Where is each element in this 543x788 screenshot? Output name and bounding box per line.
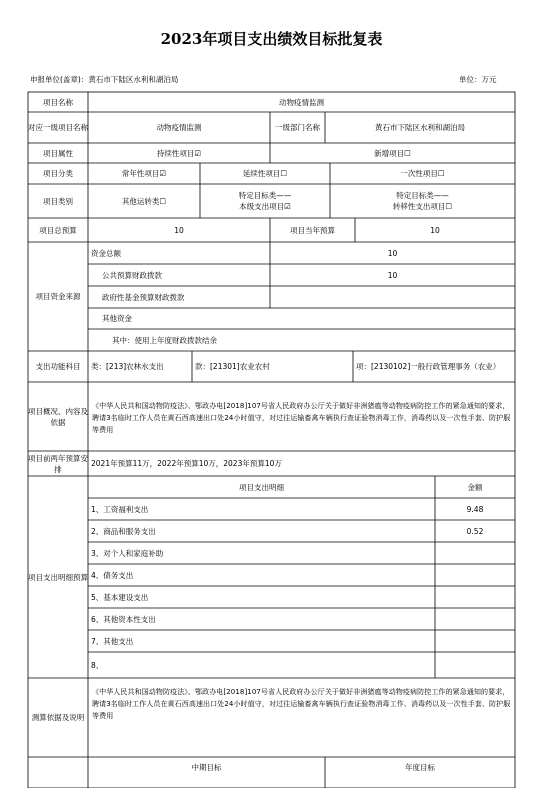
attr-new: 新增项目☐ xyxy=(374,148,411,158)
detail-item-amount xyxy=(435,630,515,652)
page-title: 2023年项目支出绩效目标批复表 xyxy=(160,30,383,48)
fund-note: 其中：使用上年度财政拨款结余 xyxy=(112,335,217,345)
type-label: 项目类别 xyxy=(43,196,73,206)
class-onetime: 一次性项目☐ xyxy=(400,169,445,178)
detail-item-amount xyxy=(435,564,515,586)
project-name-value: 动物疫情监测 xyxy=(279,97,324,107)
project-name-label: 项目名称 xyxy=(43,97,73,107)
detail-item-name: 6、其他资本性支出 xyxy=(91,614,156,624)
basis-label: 测算依据及说明 xyxy=(31,713,85,722)
amount-header: 金额 xyxy=(467,482,483,492)
first-dept-value: 黄石市下陆区水利和湖泊局 xyxy=(375,123,465,132)
fund-source-label: 项目资金来源 xyxy=(35,292,81,301)
fund-total-label: 资金总额 xyxy=(91,248,121,258)
func-section: 款：[21301]农业农村 xyxy=(195,362,270,371)
func-item: 项：[2130102]一般行政管理事务（农业） xyxy=(356,362,501,371)
total-budget-label: 项目总预算 xyxy=(39,225,77,235)
func-class: 类：[213]农林水支出 xyxy=(91,362,164,371)
first-dept-label: 一级部门名称 xyxy=(275,123,320,132)
fund-other-label: 其他资金 xyxy=(102,314,132,323)
fund-public-label: 公共预算财政拨款 xyxy=(102,270,162,280)
annual-label: 年度目标 xyxy=(405,762,435,772)
fund-total-value: 10 xyxy=(387,248,398,258)
basis-text: 《中华人民共和国动物防疫法》、鄂政办电[2018]107号省人民政府办公厅关于做好非洲猪瘟等动物疫病防控工作的紧急通知的要求，聘请3名临时工作人员在黄石西高速出口处24小时值守，对过往运输畜禽车辆执行查证验物消毒工作、消毒药以及一次性手套、防护服等费用 xyxy=(92,688,511,720)
attr-continuing: 持续性项目☑ xyxy=(156,148,202,158)
detail-item-amount: 0.52 xyxy=(466,526,484,536)
unit-label: 单位：万元 xyxy=(459,75,497,84)
class-extended: 延续性项目☐ xyxy=(242,169,288,178)
dept-value: 动物疫情监测 xyxy=(156,123,202,132)
detail-item-name: 1、工资福利支出 xyxy=(91,504,149,514)
detail-item-name: 2、商品和服务支出 xyxy=(91,526,156,536)
type-transfer-line2: 转移性支出项目☐ xyxy=(392,202,453,211)
detail-item-name: 5、基本建设支出 xyxy=(91,592,149,602)
detail-header: 项目支出明细 xyxy=(239,482,284,492)
detail-item-amount xyxy=(435,652,515,678)
type-transfer xyxy=(330,184,515,218)
prev-budget-label: 项目前两年预算安排 xyxy=(28,453,88,474)
fund-public-value: 10 xyxy=(387,270,398,280)
func-label: 支出功能科目 xyxy=(35,362,81,371)
current-budget-value: 10 xyxy=(430,225,440,235)
type-special-line2: 本级支出项目☑ xyxy=(239,202,291,211)
prev-budget-value: 2021年预算11万，2022年预算10万，2023年预算10万 xyxy=(91,459,282,468)
overview-label: 项目概况、内容及依据 xyxy=(28,406,88,427)
type-special xyxy=(200,184,330,218)
detail-item-amount xyxy=(435,586,515,608)
detail-item-amount: 9.48 xyxy=(466,504,484,514)
fund-gov-label: 政府性基金预算财政拨款 xyxy=(102,292,185,302)
detail-item-name: 3、对个人和家庭补助 xyxy=(91,548,164,558)
attr-label: 项目属性 xyxy=(43,148,73,158)
dept-label: 对应一级项目名称 xyxy=(28,123,88,132)
type-transfer-line1: 特定目标类—— xyxy=(396,191,449,200)
overview-text: 《中华人民共和国动物防疫法》、鄂政办电[2018]107号省人民政府办公厅关于做好非洲猪瘟等动物疫病防控工作的紧急通知的要求，聘请3名临时工作人员在黄石西高速出口处24小时值守，对过往运输畜禽车辆执行查证验物消毒工作，消毒药以及一次性手套、防护服等费用 xyxy=(92,402,511,434)
detail-label: 项目支出明细预算 xyxy=(28,572,88,582)
type-special-line1: 特定目标类—— xyxy=(238,191,292,200)
detail-item-name: 7、其他支出 xyxy=(91,636,134,646)
detail-item-amount xyxy=(435,542,515,564)
current-budget-label: 项目当年预算 xyxy=(290,225,335,235)
class-regular: 常年性项目☑ xyxy=(121,169,167,178)
detail-item-amount xyxy=(435,608,515,630)
class-label: 项目分类 xyxy=(43,169,73,178)
total-budget-value: 10 xyxy=(174,225,184,235)
type-other: 其他运转类☐ xyxy=(121,196,167,206)
applicant-label: 申报单位(盖章)：黄石市下陆区水利和湖泊局 xyxy=(30,75,179,84)
detail-item-name: 8、 xyxy=(91,660,104,670)
detail-item-name: 4、债务支出 xyxy=(91,570,134,580)
midterm-label: 中期目标 xyxy=(191,762,222,772)
